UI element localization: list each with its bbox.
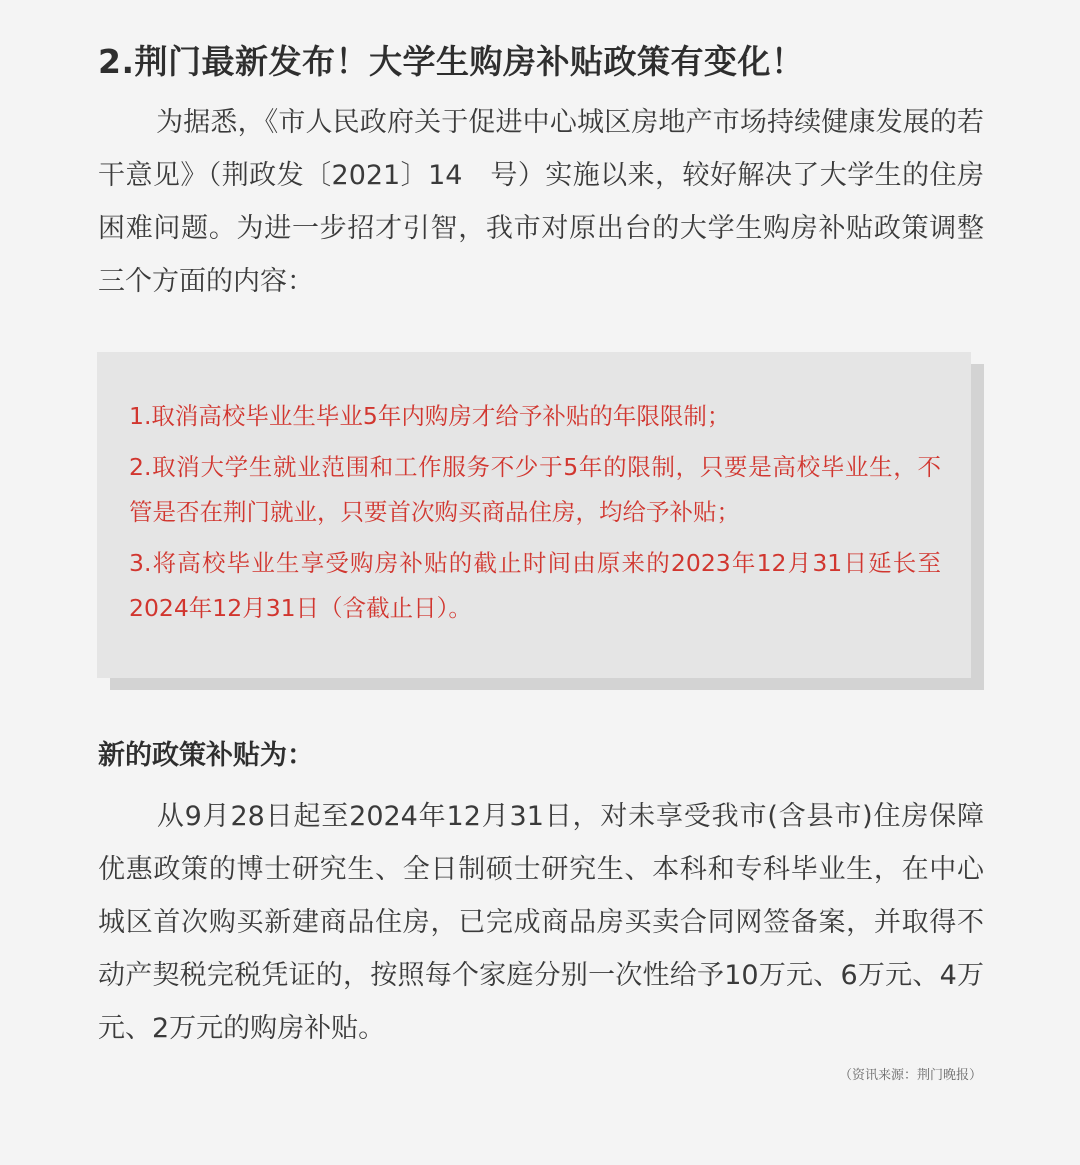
section-title: 2.荆门最新发布！大学生购房补贴政策有变化！: [98, 42, 805, 81]
policy-changes-callout: [97, 352, 971, 678]
new-policy-subheading: 新的政策补贴为：: [98, 740, 314, 771]
intro-paragraph: [98, 96, 984, 308]
intro-text: 为据悉，《市人民政府关于促进中心城区房地产市场持续健康发展的若干意见》（荆政发〔2021〕14 号）实施以来，较好解决了大学生的住房困难问题。为进一步招才引智，我市对原出台的大学生购房补贴政策调整三个方面的内容：: [98, 107, 984, 297]
policy-paragraph: [98, 790, 984, 1055]
policy-change-item-1: 1.取消高校毕业生毕业5年内购房才给予补贴的年限限制；: [129, 402, 731, 430]
policy-change-item-3: 3.将高校毕业生享受购房补贴的截止时间由原来的2023年12月31日延长至2024年12月31日（含截止日）。: [129, 549, 941, 622]
source-credit: （资讯来源：荆门晚报）: [838, 1068, 982, 1083]
policy-change-item-2: 2.取消大学生就业范围和工作服务不少于5年的限制，只要是高校毕业生，不管是否在荆门就业，只要首次购买商品住房，均给予补贴；: [129, 453, 941, 526]
policy-text: 从9月28日起至2024年12月31日，对未享受我市(含县市)住房保障优惠政策的博士研究生、全日制硕士研究生、本科和专科毕业生，在中心城区首次购买新建商品住房，已完成商品房买卖合同网签备案，并取得不动产契税完税凭证的，按照每个家庭分别一次性给予10万元、6万元、4万元、2万元的购房补贴。: [98, 801, 984, 1044]
